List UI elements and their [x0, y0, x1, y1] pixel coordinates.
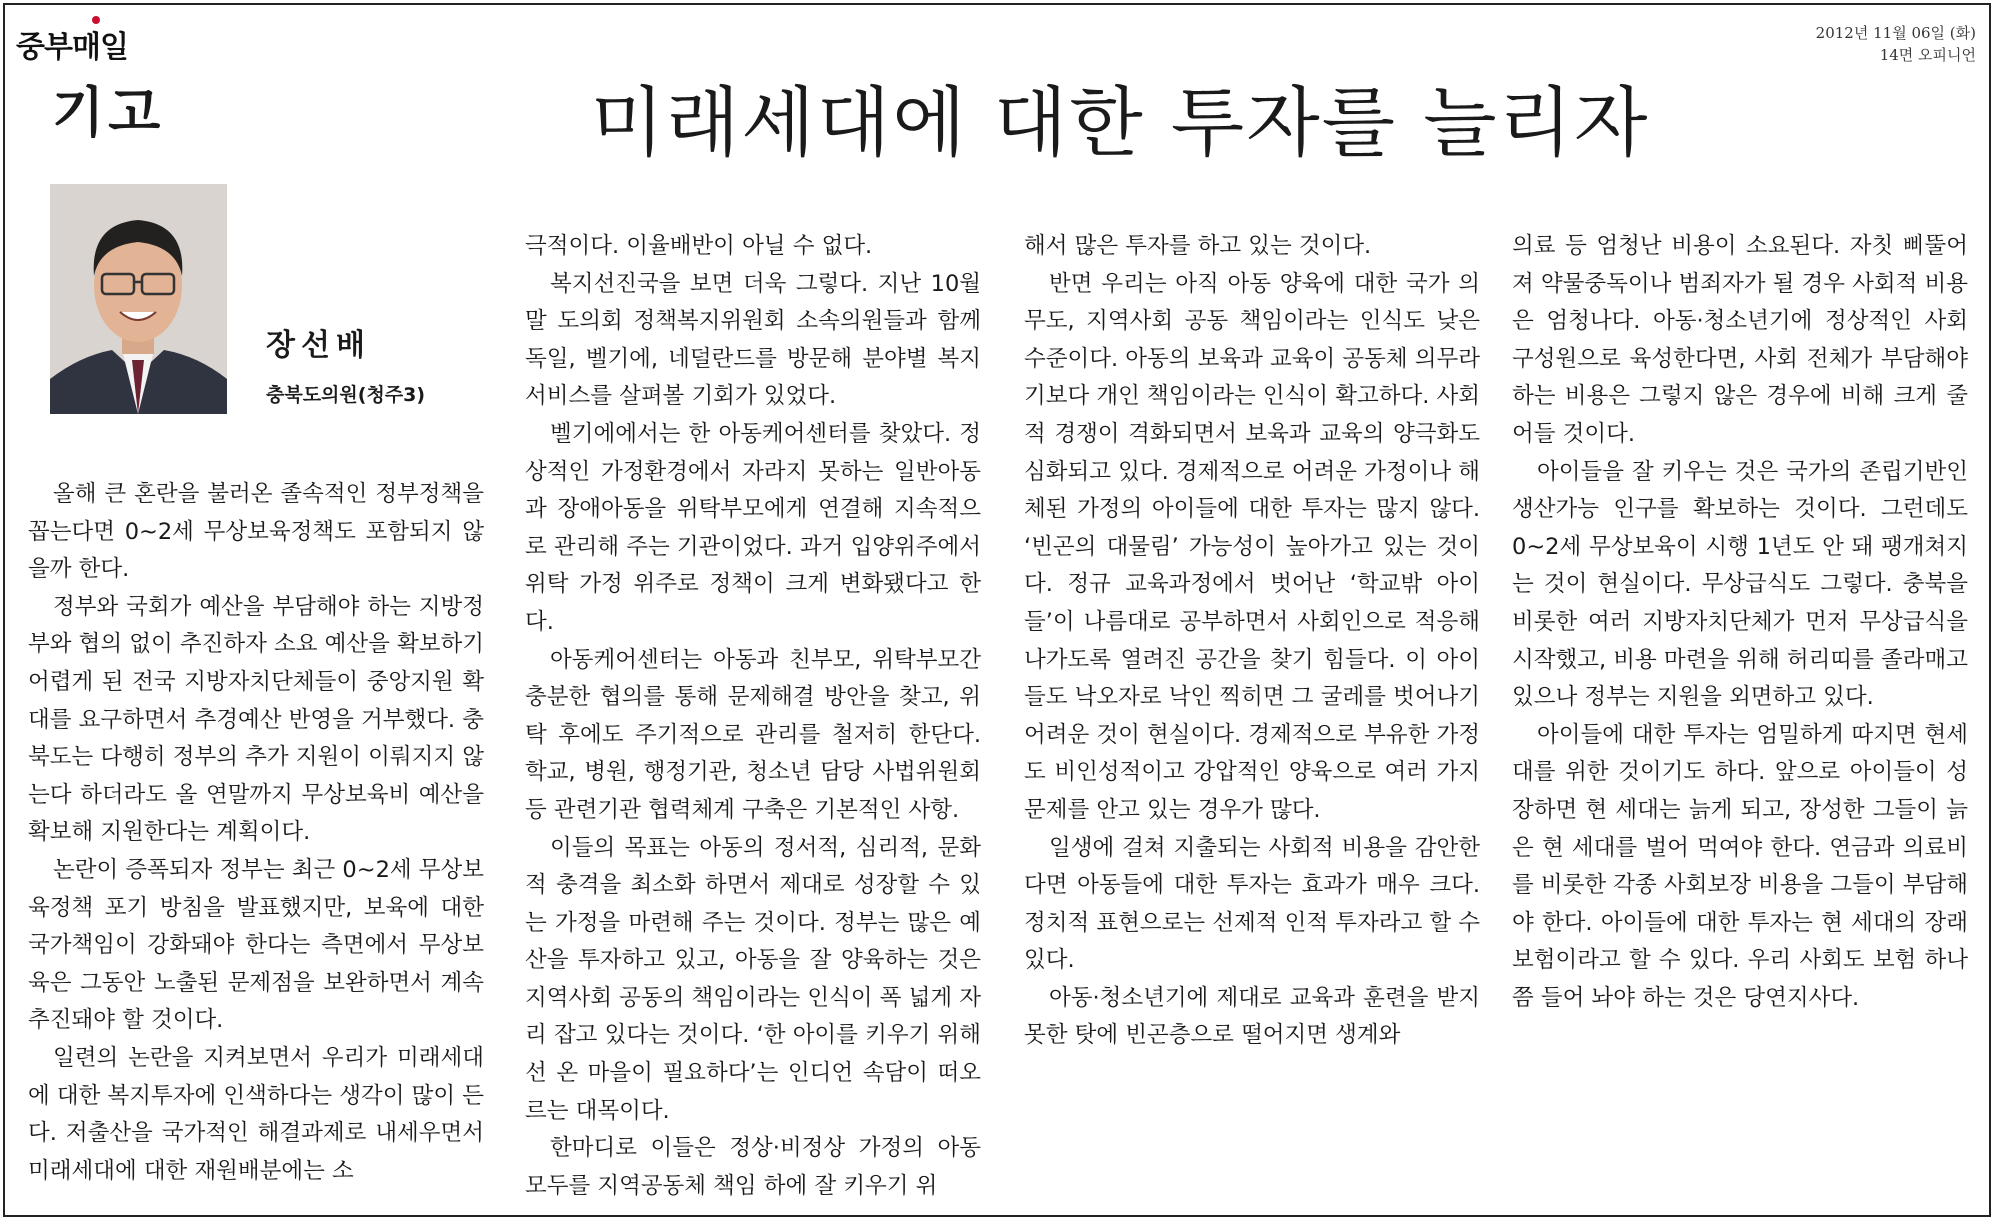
issue-date: 2012년 11월 06일 (화)	[1815, 24, 1976, 42]
article-paragraph: 벨기에에서는 한 아동케어센터를 찾았다. 정상적인 가정환경에서 자라지 못하는 일반아동과 장애아동을 위탁부모에게 연결해 지속적으로 관리해 주는 기관이었다. 과거 입양위주에서 위탁 가정 위주로 정책이 크게 변화됐다고 한다.	[525, 420, 981, 635]
article-paragraph: 극적이다. 이율배반이 아닐 수 없다.	[525, 233, 873, 259]
masthead-name: 중부매일	[16, 30, 128, 65]
headline: 미래세대에 대한 투자를 늘리자	[590, 78, 1650, 167]
article-paragraph: 올해 큰 혼란을 불러온 졸속적인 정부정책을 꼽는다면 0~2세 무상보육정책도 포함되지 않을까 한다.	[28, 481, 484, 583]
article-paragraph: 정부와 국회가 예산을 부담해야 하는 지방정부와 협의 없이 추진하자 소요 예산을 확보하기 어렵게 된 전국 지방자치단체들이 중앙지원 확대를 요구하면서 추경예산 반영을 거부했다. 충북도는 다행히 정부의 추가 지원이 이뤄지지 않는다 하더라도 올 연말까지 무상보육비 예산을 확보해 지원한다는 계획이다.	[28, 593, 484, 846]
article-column-2	[525, 228, 981, 1205]
article-column-1	[28, 476, 484, 1190]
article-paragraph: 아이들에 대한 투자는 엄밀하게 따지면 현세대를 위한 것이기도 하다. 앞으로 아이들이 성장하면 현 세대는 늙게 되고, 장성한 그들이 늙은 현 세대를 벌어 먹여야 한다. 연금과 의료비를 비롯한 각종 사회보장 비용을 그들이 부담해야 한다. 아이들에 대한 투자는 현 세대의 장래 보험이라고 할 수 있다. 우리 사회도 보험 하나쯤 들어 놔야 하는 것은 당연지사다.	[1512, 721, 1968, 1011]
masthead-logo	[16, 22, 128, 66]
section-label: 기고	[52, 80, 165, 144]
article-paragraph: 아동·청소년기에 제대로 교육과 훈련을 받지 못한 탓에 빈곤층으로 떨어지면 생계와	[1024, 984, 1480, 1049]
article-paragraph: 한마디로 이들은 정상·비정상 가정의 아동 모두를 지역공동체 책임 하에 잘 키우기 위	[525, 1135, 981, 1199]
article-paragraph: 논란이 증폭되자 정부는 최근 0~2세 무상보육정책 포기 방침을 발표했지만, 보육에 대한 국가책임이 강화돼야 한다는 측면에서 무상보육은 그동안 노출된 문제점을 보완하면서 계속 추진돼야 할 것이다.	[28, 856, 485, 1034]
author-photo	[50, 184, 227, 414]
article-column-3	[1024, 228, 1480, 1055]
masthead-accent-icon	[92, 16, 100, 24]
article-paragraph: 일생에 걸쳐 지출되는 사회적 비용을 감안한다면 아동들에 대한 투자는 효과가 매우 크다. 정치적 표현으로는 선제적 인적 투자라고 할 수 있다.	[1024, 834, 1480, 974]
article-paragraph: 반면 우리는 아직 아동 양육에 대한 국가 의무도, 지역사회 공동 책임이라는 인식도 낮은 수준이다. 아동의 보육과 교육이 공동체 의무라기보다 개인 책임이라는 인식이 확고하다. 사회적 경쟁이 격화되면서 보육과 교육의 양극화도 심화되고 있다. 경제적으로 어려운 가정이나 해체된 가정의 아이들에 대한 투자는 많지 않다. ‘빈곤의 대물림’ 가능성이 높아가고 있는 것이다. 정규 교육과정에서 벗어난 ‘학교밖 아이들’이 나름대로 공부하면서 사회인으로 적응해 나가도록 열려진 공간을 찾기 힘들다. 이 아이들도 낙오자로 낙인 찍히면 그 굴레를 벗어나기 어려운 것이 현실이다. 경제적으로 부유한 가정도 비인성적이고 강압적인 양육으로 여러 가지 문제를 안고 있는 경우가 많다.	[1024, 270, 1480, 823]
article-paragraph: 아동케어센터는 아동과 친부모, 위탁부모간 충분한 협의를 통해 문제해결 방안을 찾고, 위탁 후에도 주기적으로 관리를 철저히 한단다. 학교, 병원, 행정기관, 청소년 담당 사법위원회 등 관련기관 협력체계 구축은 기본적인 사항.	[525, 646, 981, 823]
article-paragraph: 이들의 목표는 아동의 정서적, 심리적, 문화적 충격을 최소화 하면서 제대로 성장할 수 있는 가정을 마련해 주는 것이다. 정부는 많은 예산을 투자하고 있고, 아동을 잘 양육하는 것은 지역사회 공동의 책임이라는 인식이 폭 넓게 자리 잡고 있다는 것이다. ‘한 아이를 키우기 위해선 온 마을이 필요하다’는 인디언 속담이 떠오르는 대목이다.	[525, 834, 981, 1124]
article-paragraph: 일련의 논란을 지켜보면서 우리가 미래세대에 대한 복지투자에 인색하다는 생각이 많이 든다. 저출산을 국가적인 해결과제로 내세우면서 미래세대에 대한 재원배분에는 소	[28, 1044, 484, 1184]
article-paragraph: 아이들을 잘 키우는 것은 국가의 존립기반인 생산가능 인구를 확보하는 것이다. 그런데도 0~2세 무상보육이 시행 1년도 안 돼 팽개쳐지는 것이 현실이다. 무상급식도 그렇다. 충북을 비롯한 여러 지방자치단체가 먼저 무상급식을 시작했고, 비용 마련을 위해 허리띠를 졸라매고 있으나 정부는 지원을 외면하고 있다.	[1512, 458, 1968, 711]
article-paragraph: 의료 등 엄청난 비용이 소요된다. 자칫 삐뚤어져 약물중독이나 범죄자가 될 경우 사회적 비용은 엄청나다. 아동·청소년기에 정상적인 사회 구성원으로 육성한다면, 사회 전체가 부담해야 하는 비용은 그렇지 않은 경우에 비해 크게 줄어들 것이다.	[1512, 233, 1968, 447]
article-column-4	[1512, 228, 1968, 1017]
article-paragraph: 해서 많은 투자를 하고 있는 것이다.	[1024, 233, 1372, 259]
dateline	[1816, 22, 1976, 66]
article-paragraph: 복지선진국을 보면 더욱 그렇다. 지난 10월말 도의회 정책복지위원회 소속의원들과 함께 독일, 벨기에, 네덜란드를 방문해 분야별 복지서비스를 살펴볼 기회가 있었다.	[525, 270, 981, 410]
page-section: 14면 오피니언	[1879, 46, 1976, 64]
author-name: 장선배	[266, 328, 371, 363]
author-title: 충북도의원(청주3)	[266, 384, 426, 406]
